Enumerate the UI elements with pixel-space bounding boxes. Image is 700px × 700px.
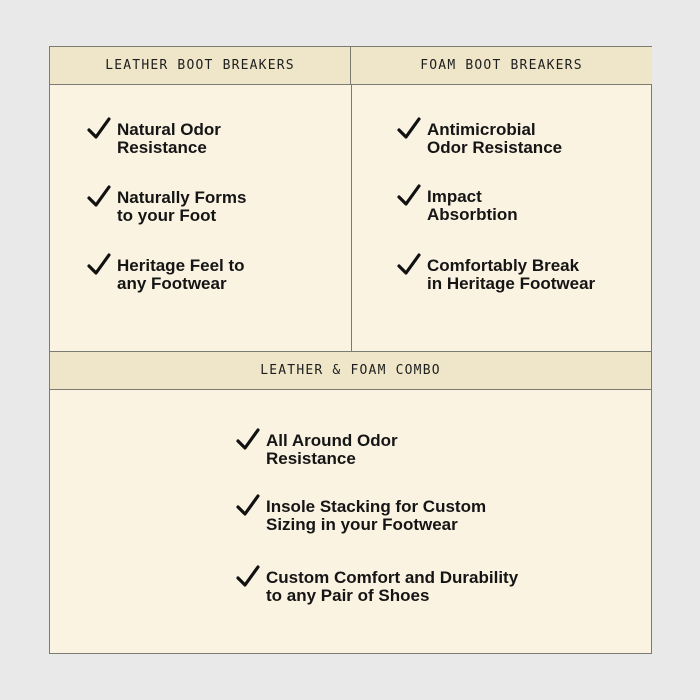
leather-feature-item	[87, 121, 221, 157]
foam-feature-item	[397, 188, 518, 224]
comparison-panel	[49, 46, 652, 654]
combo-feature-item	[236, 498, 486, 534]
checkmark-icon	[87, 185, 111, 209]
leather-feature-item	[87, 189, 246, 225]
foam-feature-item	[397, 257, 595, 293]
combo-feature-item	[236, 432, 398, 468]
checkmark-icon	[397, 117, 421, 141]
feature-text: Heritage Feel to any Footwear	[117, 256, 245, 293]
feature-text: Natural Odor Resistance	[117, 120, 221, 157]
checkmark-icon	[236, 494, 260, 518]
feature-text: Insole Stacking for Custom Sizing in your Footwear	[266, 497, 487, 534]
checkmark-icon	[87, 117, 111, 141]
combo-header: LEATHER & FOAM COMBO	[50, 351, 651, 390]
foam-header: FOAM BOOT BREAKERS	[351, 47, 652, 85]
checkmark-icon	[397, 184, 421, 208]
checkmark-icon	[397, 253, 421, 277]
column-divider	[351, 85, 352, 351]
foam-feature-item	[397, 121, 562, 157]
checkmark-icon	[236, 428, 260, 452]
feature-text: Naturally Forms to your Foot	[117, 188, 247, 225]
feature-text: Comfortably Break in Heritage Footwear	[427, 256, 596, 293]
feature-text: Custom Comfort and Durability to any Pair of Shoes	[266, 568, 519, 605]
leather-feature-item	[87, 257, 245, 293]
feature-text: All Around Odor Resistance	[266, 431, 398, 468]
checkmark-icon	[236, 565, 260, 589]
feature-text: Antimicrobial Odor Resistance	[427, 120, 563, 157]
checkmark-icon	[87, 253, 111, 277]
feature-text: Impact Absorbtion	[427, 187, 518, 224]
combo-feature-item	[236, 569, 518, 605]
leather-header: LEATHER BOOT BREAKERS	[50, 47, 351, 85]
